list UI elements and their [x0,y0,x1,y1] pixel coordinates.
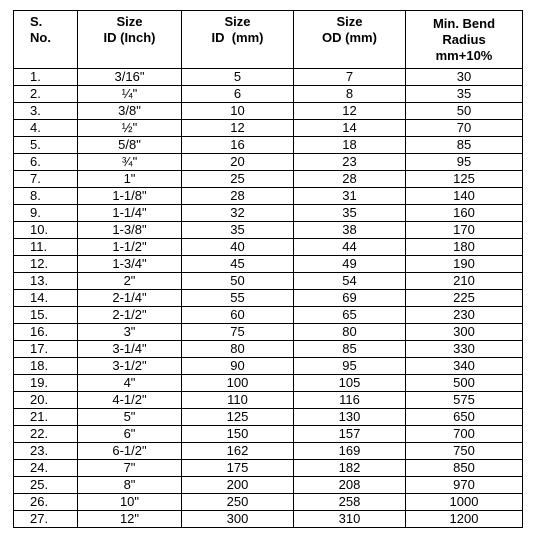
header-size-od-mm: Size OD (mm) [294,11,406,69]
header-serial-number: S. No. [14,11,78,69]
id-mm-cell: 45 [182,256,294,273]
od-mm-cell: 65 [294,307,406,324]
serial-number-cell: 7. [14,171,78,188]
bend-radius-cell: 180 [406,239,523,256]
serial-number-cell: 19. [14,375,78,392]
table-row [14,222,523,239]
id-mm-cell: 90 [182,358,294,375]
bend-radius-cell: 170 [406,222,523,239]
bend-radius-cell: 225 [406,290,523,307]
id-mm-cell: 55 [182,290,294,307]
od-mm-cell: 44 [294,239,406,256]
id-inch-cell: 1-1/2" [78,239,182,256]
serial-number-cell: 5. [14,137,78,154]
id-mm-cell: 175 [182,460,294,477]
od-mm-cell: 8 [294,86,406,103]
bend-radius-cell: 160 [406,205,523,222]
table-row [14,375,523,392]
table-row [14,460,523,477]
table-row [14,103,523,120]
od-mm-cell: 35 [294,205,406,222]
id-inch-cell: 4-1/2" [78,392,182,409]
table-row [14,324,523,341]
table-row [14,477,523,494]
id-inch-cell: 1-1/4" [78,205,182,222]
header-row [14,11,523,69]
table-row [14,188,523,205]
od-mm-cell: 12 [294,103,406,120]
serial-number-cell: 9. [14,205,78,222]
table-row [14,341,523,358]
table-row [14,120,523,137]
serial-number-cell: 16. [14,324,78,341]
serial-number-cell: 22. [14,426,78,443]
serial-number-cell: 6. [14,154,78,171]
id-inch-cell: 1" [78,171,182,188]
id-inch-cell: 1-3/8" [78,222,182,239]
od-mm-cell: 14 [294,120,406,137]
id-mm-cell: 150 [182,426,294,443]
table-body [14,69,523,528]
od-mm-cell: 28 [294,171,406,188]
bend-radius-cell: 1200 [406,511,523,528]
id-inch-cell: 7" [78,460,182,477]
serial-number-cell: 4. [14,120,78,137]
id-mm-cell: 32 [182,205,294,222]
od-mm-cell: 182 [294,460,406,477]
table-row [14,69,523,86]
od-mm-cell: 23 [294,154,406,171]
table-row [14,273,523,290]
serial-number-cell: 10. [14,222,78,239]
id-mm-cell: 25 [182,171,294,188]
serial-number-cell: 24. [14,460,78,477]
od-mm-cell: 18 [294,137,406,154]
serial-number-cell: 1. [14,69,78,86]
header-min-bend-radius: Min. Bend Radius mm+10% [406,11,523,69]
id-mm-cell: 28 [182,188,294,205]
id-inch-cell: 4" [78,375,182,392]
od-mm-cell: 31 [294,188,406,205]
table-row [14,137,523,154]
bend-radius-cell: 650 [406,409,523,426]
bend-radius-cell: 70 [406,120,523,137]
id-inch-cell: 10" [78,494,182,511]
serial-number-cell: 13. [14,273,78,290]
id-mm-cell: 16 [182,137,294,154]
od-mm-cell: 80 [294,324,406,341]
id-mm-cell: 125 [182,409,294,426]
id-inch-cell: 8" [78,477,182,494]
id-mm-cell: 75 [182,324,294,341]
table-row [14,307,523,324]
id-inch-cell: 3" [78,324,182,341]
id-mm-cell: 60 [182,307,294,324]
od-mm-cell: 95 [294,358,406,375]
serial-number-cell: 3. [14,103,78,120]
bend-radius-cell: 850 [406,460,523,477]
table-row [14,426,523,443]
id-inch-cell: ¾" [78,154,182,171]
serial-number-cell: 26. [14,494,78,511]
serial-number-cell: 11. [14,239,78,256]
od-mm-cell: 7 [294,69,406,86]
bend-radius-cell: 700 [406,426,523,443]
id-inch-cell: 2-1/4" [78,290,182,307]
table-row [14,86,523,103]
od-mm-cell: 85 [294,341,406,358]
id-inch-cell: 3-1/4" [78,341,182,358]
serial-number-cell: 23. [14,443,78,460]
id-inch-cell: 2" [78,273,182,290]
id-inch-cell: 6-1/2" [78,443,182,460]
od-mm-cell: 69 [294,290,406,307]
id-mm-cell: 10 [182,103,294,120]
bend-radius-cell: 300 [406,324,523,341]
id-mm-cell: 6 [182,86,294,103]
table-row [14,443,523,460]
bend-radius-cell: 35 [406,86,523,103]
bend-radius-cell: 95 [406,154,523,171]
header-size-id-mm: Size ID (mm) [182,11,294,69]
bend-radius-cell: 500 [406,375,523,392]
bend-radius-cell: 1000 [406,494,523,511]
od-mm-cell: 157 [294,426,406,443]
serial-number-cell: 8. [14,188,78,205]
id-inch-cell: 5/8" [78,137,182,154]
id-mm-cell: 100 [182,375,294,392]
table-row [14,290,523,307]
bend-radius-cell: 575 [406,392,523,409]
id-inch-cell: ½" [78,120,182,137]
bend-radius-cell: 125 [406,171,523,188]
bend-radius-cell: 50 [406,103,523,120]
od-mm-cell: 116 [294,392,406,409]
header-size-id-inch: Size ID (Inch) [78,11,182,69]
od-mm-cell: 258 [294,494,406,511]
serial-number-cell: 2. [14,86,78,103]
table-row [14,171,523,188]
serial-number-cell: 17. [14,341,78,358]
od-mm-cell: 310 [294,511,406,528]
id-inch-cell: 12" [78,511,182,528]
id-inch-cell: ¼" [78,86,182,103]
serial-number-cell: 12. [14,256,78,273]
id-mm-cell: 80 [182,341,294,358]
od-mm-cell: 49 [294,256,406,273]
id-inch-cell: 5" [78,409,182,426]
table-row [14,409,523,426]
serial-number-cell: 20. [14,392,78,409]
table-row [14,205,523,222]
bend-radius-cell: 190 [406,256,523,273]
table-row [14,358,523,375]
id-inch-cell: 3-1/2" [78,358,182,375]
id-mm-cell: 12 [182,120,294,137]
bend-radius-cell: 330 [406,341,523,358]
bend-radius-cell: 340 [406,358,523,375]
id-mm-cell: 5 [182,69,294,86]
od-mm-cell: 38 [294,222,406,239]
od-mm-cell: 130 [294,409,406,426]
hose-size-table [13,10,523,528]
id-inch-cell: 6" [78,426,182,443]
bend-radius-cell: 970 [406,477,523,494]
id-mm-cell: 300 [182,511,294,528]
id-mm-cell: 35 [182,222,294,239]
id-inch-cell: 1-3/4" [78,256,182,273]
bend-radius-cell: 210 [406,273,523,290]
serial-number-cell: 21. [14,409,78,426]
id-mm-cell: 20 [182,154,294,171]
od-mm-cell: 105 [294,375,406,392]
table-row [14,154,523,171]
od-mm-cell: 208 [294,477,406,494]
serial-number-cell: 27. [14,511,78,528]
serial-number-cell: 14. [14,290,78,307]
bend-radius-cell: 85 [406,137,523,154]
bend-radius-cell: 140 [406,188,523,205]
id-mm-cell: 40 [182,239,294,256]
id-inch-cell: 3/8" [78,103,182,120]
id-inch-cell: 2-1/2" [78,307,182,324]
table-row [14,256,523,273]
serial-number-cell: 25. [14,477,78,494]
bend-radius-cell: 750 [406,443,523,460]
id-mm-cell: 200 [182,477,294,494]
id-mm-cell: 50 [182,273,294,290]
table-row [14,511,523,528]
table-row [14,239,523,256]
serial-number-cell: 15. [14,307,78,324]
id-inch-cell: 1-1/8" [78,188,182,205]
od-mm-cell: 169 [294,443,406,460]
bend-radius-cell: 30 [406,69,523,86]
id-mm-cell: 250 [182,494,294,511]
table-row [14,494,523,511]
id-inch-cell: 3/16" [78,69,182,86]
id-mm-cell: 162 [182,443,294,460]
od-mm-cell: 54 [294,273,406,290]
hose-size-table-container [13,10,522,528]
serial-number-cell: 18. [14,358,78,375]
id-mm-cell: 110 [182,392,294,409]
table-row [14,392,523,409]
bend-radius-cell: 230 [406,307,523,324]
